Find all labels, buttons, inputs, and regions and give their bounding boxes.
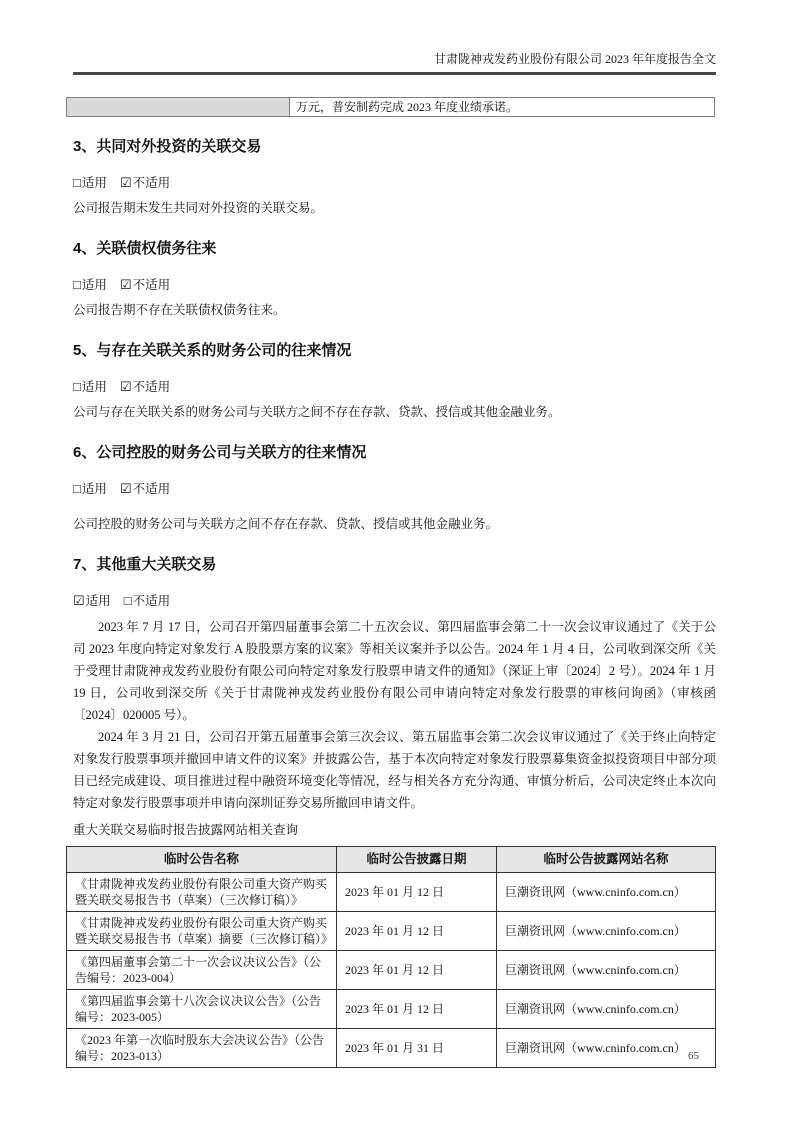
disclosure-date-cell: 2023 年 01 月 12 日 <box>337 990 497 1029</box>
checkbox-checked-icon: ☑ <box>120 175 132 190</box>
applicability-row <box>73 593 716 609</box>
applicability-row <box>73 481 716 497</box>
applicability-row <box>73 175 716 191</box>
col-header-announcement-name: 临时公告名称 <box>67 847 337 873</box>
checkbox-unchecked-icon: □ <box>73 277 81 292</box>
table-row <box>67 951 716 990</box>
report-title: 甘肃陇神戎发药业股份有限公司 2023 年年度报告全文 <box>433 52 716 66</box>
section7-paragraph-1: 2023 年 7 月 17 日，公司召开第四届董事会第二十五次会议、第四届监事会第二十一次会议审议通过了《关于公司 2023 年度向特定对象发行 A 股股票方案的议案》等相关议案并予以公告。2024 年 1 月 4 日，公司收到深交所《关于受理甘肃陇神戎发药业股份有限公司向特定对象发行股票申请文件的通知》（深证上审〔2024〕2 号）。2024 年 1 月 19 日，公司收到深交所《关于甘肃陇神戎发药业股份有限公司申请向特定对象发行股票的审核问询函》（审核函〔2024〕020005 号）。 <box>73 620 716 722</box>
announcement-name-cell: 《2023 年第一次临时股东大会决议公告》（公告编号：2023-013） <box>67 1029 337 1068</box>
apply-label: 适用 <box>81 482 107 496</box>
announcement-name-cell: 《甘肃陇神戎发药业股份有限公司重大资产购买暨关联交易报告书（草案）（三次修订稿）》 <box>67 873 337 912</box>
carryover-left-cell <box>67 98 290 117</box>
website-cell: 巨潮资讯网（www.cninfo.com.cn） <box>497 873 716 912</box>
page-header <box>73 52 716 75</box>
not-apply-label: 不适用 <box>132 482 171 496</box>
announcement-name-cell: 《第四届监事会第十八次会议决议公告》（公告编号：2023-005） <box>67 990 337 1029</box>
checkbox-unchecked-icon: □ <box>73 175 81 190</box>
table-header-row <box>67 847 716 873</box>
carryover-right-cell: 万元，普安制药完成 2023 年度业绩承诺。 <box>290 98 715 117</box>
section-body-4: 公司报告期不存在关联债权债务往来。 <box>73 303 286 317</box>
announcement-name-cell: 《甘肃陇神戎发药业股份有限公司重大资产购买暨关联交易报告书（草案）摘要（三次修订稿）》 <box>67 912 337 951</box>
disclosure-date-cell: 2023 年 01 月 12 日 <box>337 873 497 912</box>
checkbox-checked-icon: ☑ <box>120 277 132 292</box>
apply-label: 适用 <box>81 278 107 292</box>
col-header-disclosure-date: 临时公告披露日期 <box>337 847 497 873</box>
section-heading-5: 5、与存在关联关系的财务公司的往来情况 <box>73 342 352 359</box>
website-cell: 巨潮资讯网（www.cninfo.com.cn） <box>497 912 716 951</box>
not-apply-label: 不适用 <box>132 594 171 608</box>
section-heading-6: 6、公司控股的财务公司与关联方的往来情况 <box>73 444 367 461</box>
checkbox-checked-icon: ☑ <box>120 481 132 496</box>
table-row <box>67 873 716 912</box>
section-body-5: 公司与存在关联关系的财务公司与关联方之间不存在存款、贷款、授信或其他金融业务。 <box>73 405 561 419</box>
page-number: 65 <box>688 1050 699 1062</box>
not-apply-label: 不适用 <box>132 278 171 292</box>
website-cell: 巨潮资讯网（www.cninfo.com.cn） <box>497 951 716 990</box>
announcement-name-cell: 《第四届董事会第二十一次会议决议公告》（公告编号：2023-004） <box>67 951 337 990</box>
applicability-row <box>73 379 716 395</box>
applicability-row <box>73 277 716 293</box>
website-cell: 巨潮资讯网（www.cninfo.com.cn） <box>497 1029 716 1068</box>
apply-label: 适用 <box>81 380 107 394</box>
table-row <box>67 98 715 117</box>
table-row <box>67 912 716 951</box>
section-body-3: 公司报告期未发生共同对外投资的关联交易。 <box>73 201 324 215</box>
apply-label: 适用 <box>85 594 111 608</box>
table-row <box>67 1029 716 1068</box>
disclosure-table-caption: 重大关联交易临时报告披露网站相关查询 <box>73 823 299 837</box>
checkbox-unchecked-icon: □ <box>73 481 81 496</box>
section-body-6: 公司控股的财务公司与关联方之间不存在存款、贷款、授信或其他金融业务。 <box>73 517 499 531</box>
checkbox-checked-icon: ☑ <box>120 379 132 394</box>
website-cell: 巨潮资讯网（www.cninfo.com.cn） <box>497 990 716 1029</box>
section-heading-4: 4、关联债权债务往来 <box>73 240 217 257</box>
section-heading-7: 7、其他重大关联交易 <box>73 556 217 573</box>
checkbox-checked-icon: ☑ <box>73 593 85 608</box>
carryover-table <box>66 97 715 117</box>
not-apply-label: 不适用 <box>132 176 171 190</box>
table-row <box>67 990 716 1029</box>
section7-paragraph-2: 2024 年 3 月 21 日，公司召开第五届董事会第三次会议、第五届监事会第二次会议审议通过了《关于终止向特定对象发行股票事项并撤回申请文件的议案》并披露公告，基于本次向特定对象发行股票募集资金拟投资项目中部分项目已经完成建设、项目推进过程中融资环境变化等情况，经与相关各方充分沟通、审慎分析后，公司决定终止本次向特定对象发行股票事项并申请向深圳证券交易所撤回申请文件。 <box>73 730 716 810</box>
col-header-website-name: 临时公告披露网站名称 <box>497 847 716 873</box>
disclosure-table <box>66 846 716 1068</box>
apply-label: 适用 <box>81 176 107 190</box>
not-apply-label: 不适用 <box>132 380 171 394</box>
checkbox-unchecked-icon: □ <box>73 379 81 394</box>
disclosure-date-cell: 2023 年 01 月 12 日 <box>337 912 497 951</box>
checkbox-unchecked-icon: □ <box>123 593 132 608</box>
section-heading-3: 3、共同对外投资的关联交易 <box>73 138 262 155</box>
disclosure-date-cell: 2023 年 01 月 31 日 <box>337 1029 497 1068</box>
page-content <box>73 97 716 1068</box>
disclosure-date-cell: 2023 年 01 月 12 日 <box>337 951 497 990</box>
